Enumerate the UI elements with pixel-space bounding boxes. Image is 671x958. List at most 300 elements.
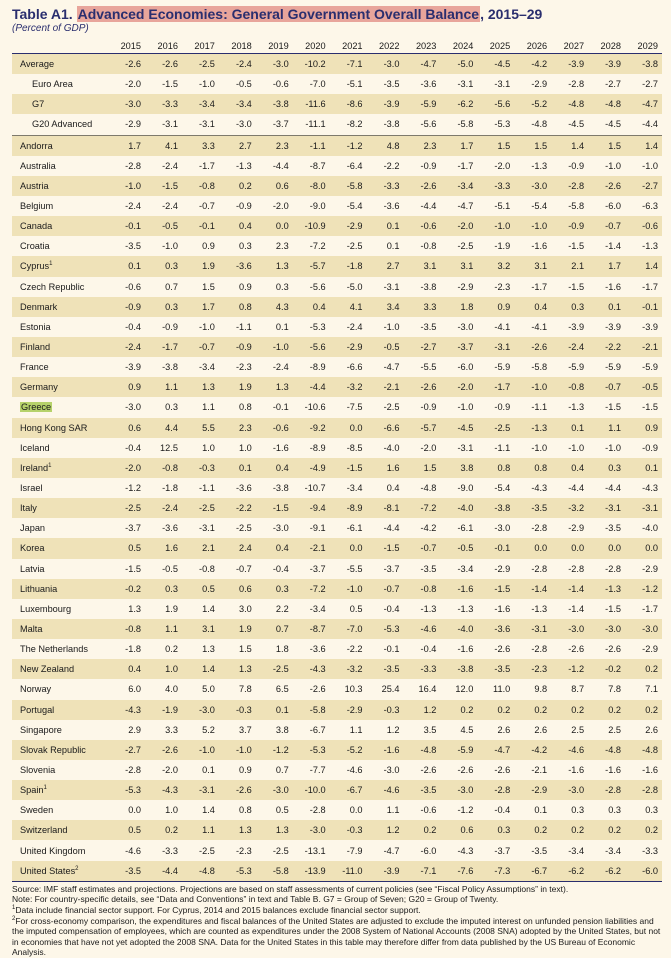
value-cell: -3.4 (457, 563, 474, 574)
value-cell: -1.6 (440, 579, 477, 599)
value-cell: -2.0 (440, 377, 477, 397)
value-cell: -8.6 (330, 94, 367, 114)
value-cell: -8.9 (309, 442, 326, 453)
value-cell: -1.0 (605, 442, 621, 453)
value-cell: -3.7 (125, 523, 142, 534)
column-header: 2015 (108, 39, 145, 54)
header-row (12, 39, 662, 54)
value-cell: -6.7 (514, 861, 551, 882)
value-cell: -2.9 (642, 563, 658, 574)
value-cell: -2.5 (272, 845, 289, 856)
value-cell: -7.0 (330, 619, 367, 639)
table-row (12, 861, 662, 882)
value-cell: 1.4 (182, 659, 219, 679)
value-cell: -5.6 (477, 94, 514, 114)
value-cell: 1.3 (256, 256, 293, 276)
value-cell: -4.8 (588, 740, 625, 760)
value-cell: -1.5 (477, 579, 514, 599)
value-cell: -1.2 (551, 659, 588, 679)
row-label (12, 54, 108, 75)
row-label (12, 357, 108, 377)
value-cell: -3.5 (531, 845, 548, 856)
value-cell: -2.0 (108, 458, 145, 478)
value-cell: -5.1 (494, 201, 511, 212)
footnote-marker: 1 (48, 462, 52, 469)
value-cell: -1.7 (477, 377, 514, 397)
value-cell: 4.1 (145, 135, 182, 156)
value-cell: -2.0 (420, 442, 437, 453)
row-label (12, 277, 108, 297)
value-cell: -0.8 (108, 619, 145, 639)
title-prefix: Table A1. (12, 6, 77, 22)
value-cell: -2.6 (605, 644, 621, 655)
row-label-text: Portugal (20, 704, 55, 715)
value-cell: -3.3 (367, 176, 404, 196)
value-cell: -4.5 (477, 54, 514, 75)
value-cell: -4.4 (145, 861, 182, 882)
value-cell: -13.9 (293, 861, 330, 882)
value-cell: 0.9 (239, 764, 252, 775)
value-cell: 0.3 (551, 297, 588, 317)
value-cell: -2.4 (551, 337, 588, 357)
row-label-text: Singapore (20, 724, 62, 735)
value-cell: -3.6 (477, 619, 514, 639)
row-label-text: Korea (20, 543, 45, 554)
row-label-text: Austria (20, 180, 49, 191)
value-cell: -0.9 (568, 160, 585, 171)
value-cell: -1.0 (162, 241, 178, 252)
value-cell: 1.4 (625, 256, 662, 276)
value-cell: -6.3 (642, 201, 658, 212)
value-cell: -1.6 (531, 241, 548, 252)
value-cell: 9.8 (534, 684, 548, 695)
value-cell: -1.6 (367, 740, 404, 760)
value-cell: -2.9 (568, 523, 585, 534)
table-title (12, 6, 661, 23)
value-cell: -2.6 (145, 54, 182, 75)
value-cell: -3.6 (219, 256, 256, 276)
value-cell: 0.7 (256, 619, 293, 639)
value-cell: -1.1 (494, 442, 511, 453)
value-cell: -3.7 (494, 845, 511, 856)
value-cell: -0.9 (494, 402, 511, 413)
value-cell: -4.4 (383, 523, 400, 534)
value-cell: 1.1 (588, 418, 625, 438)
value-cell: -3.9 (588, 54, 625, 75)
value-cell: 0.8 (239, 402, 252, 413)
footnote-2: $^2$For cross-economy comparison, the expenditures and fiscal balances of the United States are adjusted to exclude the imputed interest on unfunded pension liabilities and the imputed compensation of employees, which are counted as expenditures under the 2008 System of National Accounts (2008 SNA) adopted by the United States, but not in economies that have not yet adopted the 2008 SNA. Data for the United States in this table may therefore differ from data published by the US Bureau of Economic Analysis. (12, 915, 661, 958)
row-label (12, 114, 108, 135)
value-cell: -5.8 (440, 114, 477, 135)
value-cell: -2.5 (346, 241, 363, 252)
value-cell: -3.1 (494, 79, 511, 90)
row-label-text: Australia (20, 160, 56, 171)
value-cell: -3.9 (642, 321, 658, 332)
row-label (12, 94, 108, 114)
value-cell: -0.1 (625, 297, 662, 317)
value-cell: -1.7 (642, 281, 658, 292)
value-cell: -2.5 (383, 402, 400, 413)
table-row (12, 156, 662, 176)
row-label-text: Canada (20, 221, 53, 232)
value-cell: -8.7 (309, 160, 326, 171)
row-label-text: Malta (20, 624, 43, 634)
value-cell: -2.6 (494, 764, 511, 775)
row-label (12, 861, 108, 882)
value-cell: -1.3 (568, 402, 585, 413)
value-cell: -3.1 (145, 114, 182, 135)
value-cell: -1.6 (494, 603, 511, 614)
value-cell: -6.0 (605, 201, 621, 212)
value-cell: -2.2 (346, 644, 363, 655)
value-cell: 3.1 (403, 256, 440, 276)
row-label (12, 297, 108, 317)
value-cell: -4.7 (403, 54, 440, 75)
row-label (12, 619, 108, 639)
value-cell: 2.9 (128, 724, 142, 735)
value-cell: -3.8 (477, 498, 514, 518)
column-header: 2019 (256, 39, 293, 54)
value-cell: -2.6 (403, 377, 440, 397)
row-label (12, 135, 108, 156)
value-cell: -2.4 (219, 54, 256, 75)
value-cell: 1.1 (145, 377, 182, 397)
value-cell: -3.0 (182, 700, 219, 720)
value-cell: -1.1 (199, 483, 215, 494)
value-cell: -5.2 (514, 94, 551, 114)
value-cell: 1.5 (239, 644, 252, 655)
value-cell: -0.9 (642, 442, 658, 453)
value-cell: -8.5 (346, 442, 363, 453)
value-cell: -4.8 (551, 94, 588, 114)
value-cell: 0.5 (275, 805, 289, 816)
value-cell: -4.8 (514, 114, 551, 135)
row-label-text: Croatia (20, 241, 50, 252)
value-cell: 3.4 (367, 297, 404, 317)
value-cell: 0.1 (534, 805, 548, 816)
value-cell: 0.2 (477, 700, 514, 720)
value-cell: 7.1 (645, 684, 658, 695)
value-cell: -1.7 (642, 603, 658, 614)
value-cell: -8.9 (309, 362, 326, 373)
row-label-text: Slovenia (20, 764, 56, 775)
value-cell: -1.0 (457, 402, 474, 413)
column-header: 2029 (625, 39, 662, 54)
row-label-text: Japan (20, 523, 46, 534)
row-label-text: Hong Kong SAR (20, 422, 88, 433)
value-cell: 10.3 (344, 684, 363, 695)
value-cell: -2.0 (162, 764, 178, 775)
row-label (12, 458, 108, 478)
value-cell: -3.0 (293, 820, 330, 840)
value-cell: -4.7 (625, 94, 662, 114)
table-row (12, 579, 662, 599)
value-cell: -7.1 (330, 54, 367, 75)
value-cell: 1.4 (202, 603, 215, 614)
table-row (12, 196, 662, 216)
value-cell: -2.7 (108, 740, 145, 760)
row-label-text: Germany (20, 382, 58, 393)
value-cell: -2.6 (514, 337, 551, 357)
value-cell: 1.7 (182, 297, 219, 317)
value-cell: -5.4 (494, 483, 511, 494)
value-cell: -6.0 (420, 845, 437, 856)
value-cell: -8.0 (293, 176, 330, 196)
value-cell: -1.4 (605, 241, 621, 252)
value-cell: -2.9 (330, 700, 367, 720)
value-cell: -1.6 (642, 764, 658, 775)
value-cell: -2.4 (125, 201, 142, 212)
value-cell: -3.0 (625, 619, 662, 639)
value-cell: -4.6 (551, 740, 588, 760)
value-cell: -1.4 (568, 603, 585, 614)
value-cell: -1.0 (199, 321, 215, 332)
value-cell: 1.4 (551, 135, 588, 156)
value-cell: -2.3 (235, 845, 252, 856)
value-cell: -5.3 (108, 780, 145, 800)
value-cell: -10.2 (293, 54, 330, 75)
value-cell: 0.3 (145, 256, 182, 276)
value-cell: 2.1 (551, 256, 588, 276)
value-cell: -3.5 (403, 780, 440, 800)
notes (12, 884, 661, 958)
row-label-text: Israel (20, 483, 43, 494)
source-note: Source: IMF staff estimates and projections. Projections are based on staff assessments of current policies (see “Fiscal Policy Assumptions” in text). (12, 883, 569, 894)
value-cell: -3.3 (642, 845, 658, 856)
value-cell: -2.8 (477, 780, 514, 800)
value-cell: -5.9 (605, 362, 621, 373)
value-cell: 0.3 (645, 805, 658, 816)
value-cell: 2.2 (275, 603, 289, 614)
value-cell: -1.3 (531, 160, 548, 171)
value-cell: 4.5 (460, 724, 474, 735)
row-label (12, 74, 108, 94)
value-cell: 6.5 (275, 684, 289, 695)
value-cell: -2.9 (330, 216, 367, 236)
value-cell: -1.0 (531, 442, 548, 453)
table-row (12, 740, 662, 760)
value-cell: -1.4 (514, 579, 551, 599)
column-header: 2024 (440, 39, 477, 54)
value-cell: 0.3 (477, 820, 514, 840)
row-label-text: Czech Republic (20, 281, 85, 292)
value-cell: 0.3 (165, 402, 178, 413)
table-row (12, 659, 662, 679)
row-label (12, 256, 108, 276)
value-cell: -7.2 (309, 241, 326, 252)
value-cell: -6.2 (588, 861, 625, 882)
value-cell: -5.9 (403, 94, 440, 114)
value-cell: -3.4 (440, 176, 477, 196)
value-cell: -9.1 (309, 523, 326, 534)
row-label (12, 700, 108, 720)
table-row (12, 720, 662, 740)
value-cell: -3.5 (477, 659, 514, 679)
value-cell: 6.0 (128, 684, 142, 695)
value-cell: -3.6 (420, 79, 437, 90)
row-label (12, 236, 108, 256)
column-header: 2016 (145, 39, 182, 54)
value-cell: -10.9 (293, 216, 330, 236)
row-label (12, 639, 108, 659)
value-cell: -0.9 (420, 402, 437, 413)
value-cell: 1.9 (219, 377, 256, 397)
value-cell: -2.8 (125, 764, 142, 775)
value-cell: -2.6 (219, 780, 256, 800)
value-cell: -3.5 (108, 861, 145, 882)
table-row (12, 236, 662, 256)
value-cell: -0.1 (182, 216, 219, 236)
value-cell: -6.6 (346, 362, 363, 373)
table-row (12, 297, 662, 317)
value-cell: -2.2 (219, 498, 256, 518)
value-cell: -2.8 (625, 780, 662, 800)
value-cell: -7.6 (440, 861, 477, 882)
value-cell: -1.0 (219, 740, 256, 760)
value-cell: 16.4 (418, 684, 437, 695)
value-cell: -2.6 (145, 740, 182, 760)
value-cell: -3.3 (477, 176, 514, 196)
row-label (12, 418, 108, 438)
row-label-text: Estonia (20, 321, 51, 332)
value-cell: -4.7 (383, 362, 400, 373)
row-label (12, 438, 108, 458)
value-cell: -5.8 (330, 176, 367, 196)
value-cell: -1.4 (551, 579, 588, 599)
value-cell: -1.0 (182, 740, 219, 760)
value-cell: 4.3 (256, 297, 293, 317)
value-cell: -13.1 (304, 845, 326, 856)
value-cell: -0.4 (420, 644, 437, 655)
value-cell: -2.1 (625, 337, 662, 357)
value-cell: 2.1 (182, 538, 219, 558)
value-cell: 1.2 (367, 820, 404, 840)
value-cell: -8.9 (330, 498, 367, 518)
value-cell: 1.6 (145, 538, 182, 558)
table-row (12, 760, 662, 780)
value-cell: -3.5 (514, 498, 551, 518)
value-cell: -1.8 (162, 483, 178, 494)
value-cell: -4.4 (568, 483, 585, 494)
value-cell: -0.9 (420, 160, 437, 171)
value-cell: -2.5 (235, 523, 252, 534)
value-cell: 1.1 (202, 402, 215, 413)
value-cell: 2.5 (608, 724, 621, 735)
value-cell: -0.9 (219, 337, 256, 357)
value-cell: 5.5 (182, 418, 219, 438)
table-row (12, 458, 662, 478)
row-label-text: Average (20, 59, 55, 70)
value-cell: -1.7 (531, 281, 548, 292)
value-cell: -2.9 (108, 114, 145, 135)
value-cell: 0.7 (165, 281, 178, 292)
value-cell: -1.3 (235, 160, 252, 171)
value-cell: -1.5 (145, 176, 182, 196)
value-cell: -0.7 (199, 201, 215, 212)
value-cell: 0.2 (551, 700, 588, 720)
value-cell: -3.5 (125, 241, 142, 252)
footnote-marker: 1 (43, 785, 47, 792)
value-cell: -0.4 (383, 603, 400, 614)
value-cell: -0.4 (125, 442, 142, 453)
value-cell: -3.4 (346, 483, 363, 494)
value-cell: -7.5 (346, 402, 363, 413)
value-cell: -3.4 (182, 94, 219, 114)
value-cell: -1.5 (605, 603, 621, 614)
value-cell: -3.6 (309, 644, 326, 655)
table-row (12, 418, 662, 438)
value-cell: -4.4 (293, 377, 330, 397)
value-cell: -7.1 (403, 861, 440, 882)
table-row (12, 518, 662, 538)
table-row (12, 599, 662, 619)
value-cell: -5.9 (568, 362, 585, 373)
row-label (12, 337, 108, 357)
value-cell: -4.3 (293, 659, 330, 679)
value-cell: -3.1 (477, 337, 514, 357)
value-cell: -3.8 (625, 54, 662, 75)
value-cell: 0.3 (145, 579, 182, 599)
value-cell: 0.4 (386, 483, 400, 494)
value-cell: 3.2 (477, 256, 514, 276)
value-cell: -0.9 (162, 321, 178, 332)
value-cell: -2.4 (145, 498, 182, 518)
value-cell: -0.9 (235, 201, 252, 212)
value-cell: -2.0 (494, 160, 511, 171)
value-cell: -3.3 (145, 94, 182, 114)
value-cell: 1.3 (219, 820, 256, 840)
value-cell: -3.8 (272, 483, 289, 494)
value-cell: -3.9 (551, 54, 588, 75)
value-cell: -4.4 (605, 483, 621, 494)
value-cell: 0.0 (625, 538, 662, 558)
value-cell: -6.0 (457, 362, 474, 373)
value-cell: -5.4 (531, 201, 548, 212)
value-cell: -3.2 (551, 498, 588, 518)
value-cell: -2.6 (457, 764, 474, 775)
value-cell: -0.4 (494, 805, 511, 816)
value-cell: 0.5 (108, 538, 145, 558)
value-cell: -4.9 (293, 458, 330, 478)
value-cell: -2.6 (588, 176, 625, 196)
row-label (12, 156, 108, 176)
value-cell: -11.0 (330, 861, 367, 882)
value-cell: -7.9 (346, 845, 363, 856)
value-cell: 0.6 (108, 418, 145, 438)
value-cell: 1.3 (128, 603, 142, 614)
value-cell: -4.8 (588, 94, 625, 114)
value-cell: -4.3 (642, 483, 658, 494)
column-header: 2017 (182, 39, 219, 54)
row-label-text: The Netherlands (20, 644, 88, 655)
value-cell: -4.4 (625, 114, 662, 135)
value-cell: -1.0 (605, 160, 621, 171)
value-cell: -3.0 (367, 54, 404, 75)
row-label (12, 478, 108, 498)
row-label (12, 559, 108, 579)
value-cell: -1.5 (125, 563, 142, 574)
value-cell: -4.4 (272, 160, 289, 171)
value-cell: -4.0 (383, 442, 400, 453)
row-label-text: United Kingdom (20, 845, 86, 856)
value-cell: -2.2 (588, 337, 625, 357)
value-cell: -2.4 (162, 160, 178, 171)
value-cell: -5.3 (309, 321, 326, 332)
value-cell: -6.7 (330, 780, 367, 800)
row-label (12, 579, 108, 599)
value-cell: -3.5 (605, 523, 621, 534)
value-cell: -3.0 (256, 54, 293, 75)
